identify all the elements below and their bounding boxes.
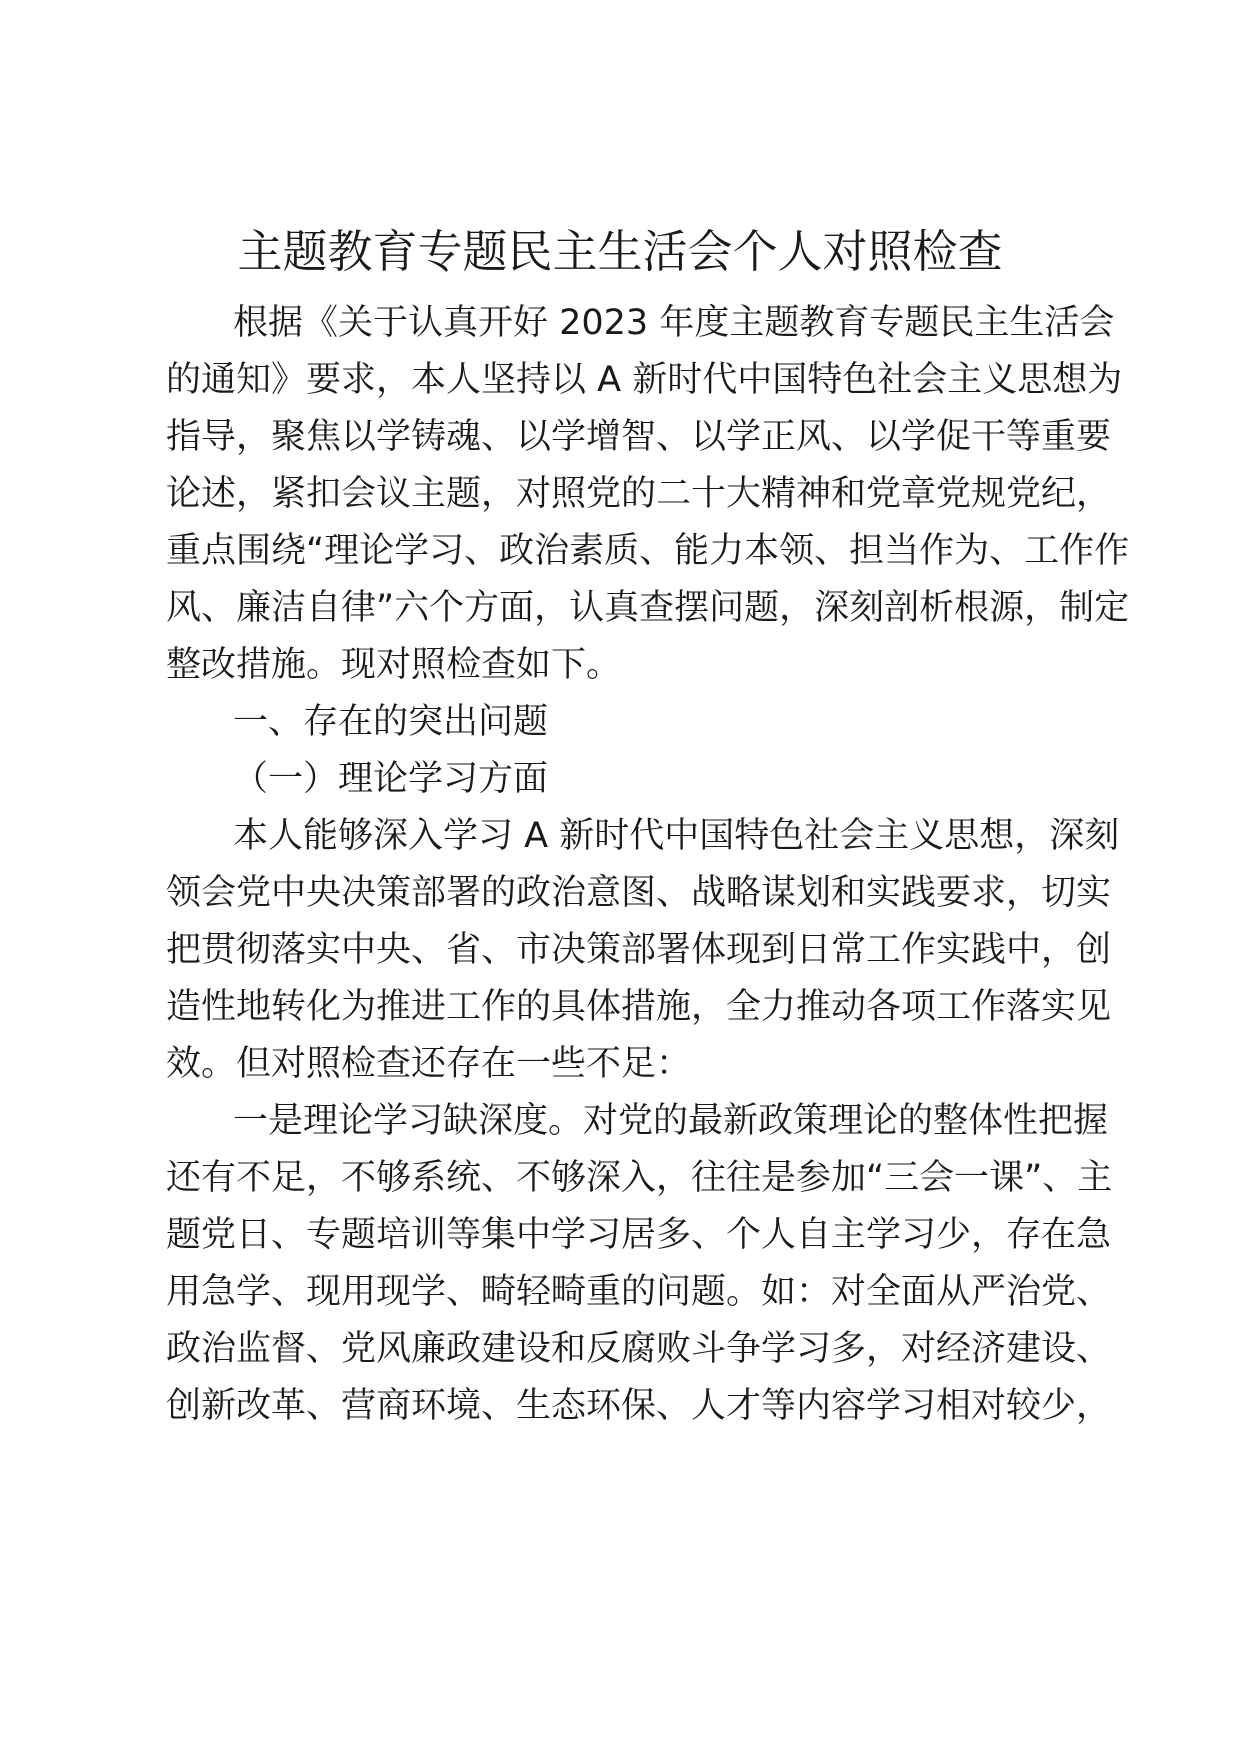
paragraph-line: 政治监督、党风廉政建设和反腐败斗争学习多，对经济建设、 [166,1329,1112,1369]
paragraph-line: 把贯彻落实中央、省、市决策部署体现到日常工作实践中，创 [166,930,1112,970]
paragraph-line: 整改措施。现对照检查如下。 [166,645,622,685]
paragraph-line: 的通知》要求，本人坚持以 A 新时代中国特色社会主义思想为 [166,360,1123,400]
paragraph-line: 题党日、专题培训等集中学习居多、个人自主学习少，存在急 [166,1215,1112,1255]
paragraph-line: 还有不足，不够系统、不够深入，往往是参加“三会一课”、主 [166,1158,1113,1198]
section-heading: 一、存在的突出问题 [233,702,549,742]
document-title: 主题教育专题民主生活会个人对照检查 [237,225,1003,278]
paragraph-line: 效。但对照检查还存在一些不足： [166,1044,692,1084]
paragraph-line: 一是理论学习缺深度。对党的最新政策理论的整体性把握 [233,1101,1109,1141]
paragraph-line: 指导，聚焦以学铸魂、以学增智、以学正风、以学促干等重要 [166,417,1112,457]
paragraph-line: 根据《关于认真开好 2023 年度主题教育专题民主生活会 [233,303,1115,343]
paragraph-line: 重点围绕“理论学习、政治素质、能力本领、担当作为、工作作 [166,531,1130,571]
paragraph-line: 领会党中央决策部署的政治意图、战略谋划和实践要求，切实 [166,873,1112,913]
paragraph-line: 论述，紧扣会议主题，对照党的二十大精神和党章党规党纪， [166,474,1112,514]
paragraph-line: 风、廉洁自律”六个方面，认真查摆问题，深刻剖析根源，制定 [166,588,1130,628]
paragraph-line: 本人能够深入学习 A 新时代中国特色社会主义思想，深刻 [233,816,1120,856]
paragraph-line: 造性地转化为推进工作的具体措施，全力推动各项工作落实见 [166,987,1112,1027]
subsection-heading: （一）理论学习方面 [233,759,549,799]
paragraph-line: 用急学、现用现学、畸轻畸重的问题。如：对全面从严治党、 [166,1272,1112,1312]
paragraph-line: 创新改革、营商环境、生态环保、人才等内容学习相对较少， [166,1386,1112,1426]
